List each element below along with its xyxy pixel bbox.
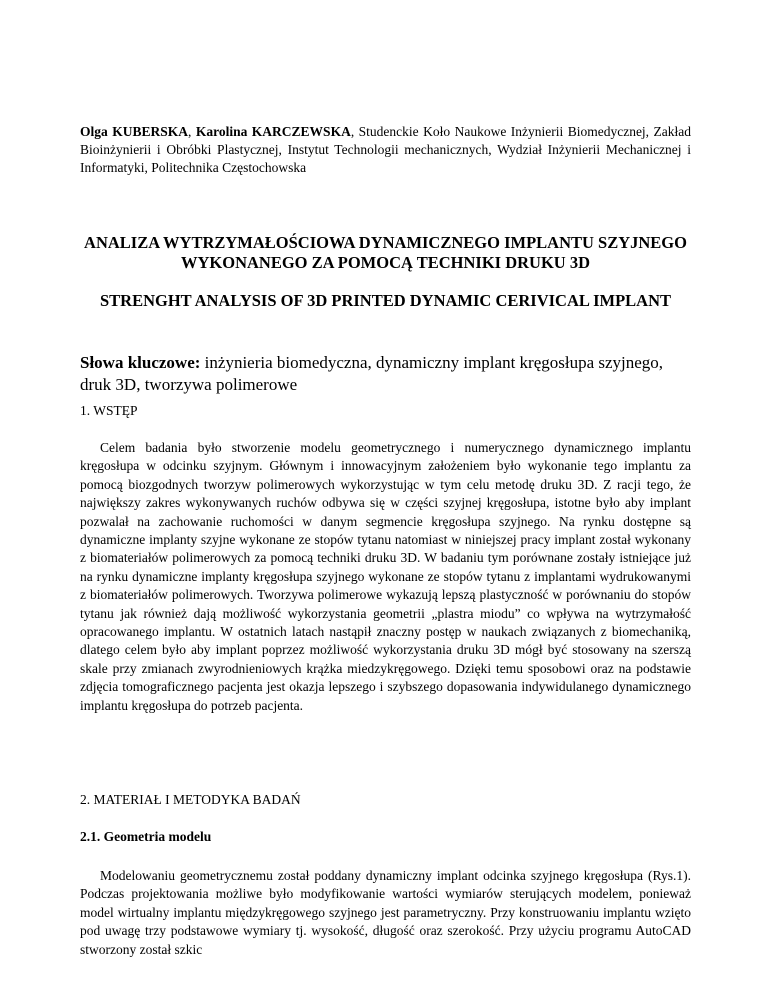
title-english: STRENGHT ANALYSIS OF 3D PRINTED DYNAMIC CERIVICAL IMPLANT bbox=[99, 291, 672, 310]
keywords bbox=[80, 352, 691, 396]
geometry-paragraph: Modelowaniu geometrycznemu został poddany dynamiczny implant odcinka szyjnego kręgosłupa (Rys.1). Podczas projektowania możliwe było modyfikowanie wartości wymiarów sterujących modelem, ponieważ model wirtualny implantu międzykręgowego szyjnego jest parametryczny. Przy konstruowaniu implantu wzięto pod uwagę trzy podstawowe wymiary tj. wysokość, długość oraz szerokość. Przy użyciu programu AutoCAD stworzony został szkic bbox=[80, 868, 691, 957]
section-heading-methods: 2. MATERIAŁ I METODYKA BADAŃ bbox=[80, 792, 301, 807]
author-separator: , bbox=[187, 124, 196, 139]
author-name-2: Karolina KARCZEWSKA bbox=[195, 124, 351, 139]
author-name-1: Olga KUBERSKA bbox=[80, 124, 188, 139]
keywords-label: Słowa kluczowe: bbox=[80, 353, 201, 372]
introduction-paragraph: Celem badania było stworzenie modelu geometrycznego i numerycznego dynamicznego implantu kręgosłupa w odcinku szyjnym. Głównym i innowacyjnym założeniem było wykonanie tego implantu za pomocą biozgodnych tworzyw polimerowych wykorzystując w tym celu metodę druku 3D. Z racji tego, że największy zakres wykonywanych ruchów odbywa się w części szyjnej kręgosłupa, istotne było aby implant pozwalał na zachowanie ruchomości w danym segmencie kręgosłupa szyjnego. Na rynku dostępne są dynamiczne implanty szyjne wykonane ze stopów tytanu natomiast w niniejszej pracy implant został wykonany z biomateriałów polimerowych za pomocą techniki druku 3D. W badaniu tym porównane zostały istniejące już na rynku dynamiczne implanty kręgosłupa szyjnego wykonane ze stopów tytanu z implantami wydrukowanymi z biomateriałów polimerowych. Tworzywa polimerowe wykazują lepszą plastyczność w porównaniu do stopów tytanu jak również dają możliwość wykorzystania geometrii „plastra miodu” co wpływa na wytrzymałość opracowanego implantu. W ostatnich latach nastąpił znaczny postęp w naukach związanych z biomechaniką, dlatego celem było aby implant poprzez możliwość wykorzystania druku 3D mógł być stosowany na szerszą skale przy zmianach zwyrodnieniowych krążka miedzykręgowego. Dzięki temu sposobowi oraz na podstawie zdjęcia tomograficznego pacjenta jest okazja lepszego i szybszego dopasowania indywidulanego dynamicznego implantu kręgosłupa do potrzeb pacjenta. bbox=[80, 440, 691, 713]
section-heading-introduction: 1. WSTĘP bbox=[80, 403, 138, 418]
affiliation-text: , Studenckie Koło Naukowe Inżynierii Biomedycznej, Zakład Bioinżynierii i Obróbki Plastycznej, Instytut Technologii mechanicznych, Wydział Inżynierii Mechanicznej i Informatyki, Politechnika Częstochowska bbox=[80, 124, 691, 175]
keywords-text: inżynieria biomedyczna, dynamiczny implant kręgosłupa szyjnego, druk 3D, tworzywa polimerowe bbox=[80, 353, 664, 394]
author-affiliation bbox=[80, 123, 691, 177]
title-polish: ANALIZA WYTRZYMAŁOŚCIOWA DYNAMICZNEGO IMPLANTU SZYJNEGO WYKONANEGO ZA POMOCĄ TECHNIKI DRUKU 3D bbox=[84, 233, 687, 272]
subsection-heading-geometry: 2.1. Geometria modelu bbox=[80, 829, 212, 844]
